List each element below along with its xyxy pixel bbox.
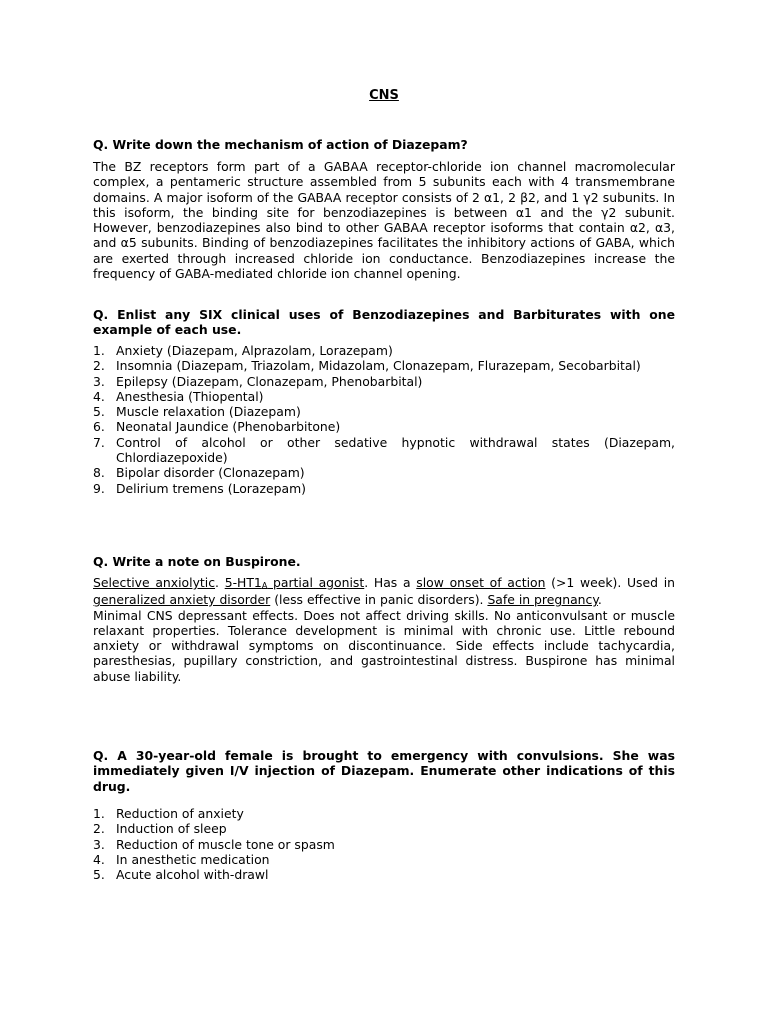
list-item [93,435,675,466]
list-text: Epilepsy (Diazepam, Clonazepam, Phenobarbital) [116,373,423,389]
list-item [93,358,675,373]
list-item [93,481,675,496]
selective-anxiolytic-text: Selective anxiolytic [93,575,216,590]
list-number: 5. [93,867,105,883]
list-number: 7. [93,434,105,450]
question-1: Q. Write down the mechanism of action of Diazepam? [93,137,468,152]
list-item [93,821,675,836]
list-text: Control of alcohol or other sedative hypnotic withdrawal states (Diazepam, Chlordiazepoxide) [116,434,675,466]
gad-text: generalized anxiety disorder [93,592,271,608]
buspirone-details: Minimal CNS depressant effects. Does not affect driving skills. No anticonvulsant or muscle relaxant properties. Tolerance development is minimal with chronic use. Little rebound anxiety or withdrawal symptoms on discontinuance. Side effects include tachycardia, paresthesias, pupillary constriction, and gastrointestinal distress. Buspirone has minimal abuse liability. [93,607,675,684]
question-2: Q. Enlist any SIX clinical uses of Benzodiazepines and Barbiturates with one example of each use. [93,307,675,338]
list-number: 3. [93,373,105,389]
list-item [93,419,675,434]
list-text: Reduction of anxiety [116,806,244,821]
list-text: Induction of sleep [116,821,227,837]
list-text: Acute alcohol with-drawl [116,867,269,883]
text-fragment: . [215,575,225,590]
text-fragment: . Has a [364,575,417,590]
page-title: CNS [369,88,399,103]
list-number: 1. [93,806,105,821]
list-item [93,465,675,480]
list-text: Insomnia (Diazepam, Triazolam, Midazolam, Clonazepam, Flurazepam, Secobarbital) [116,358,641,374]
list-item [93,343,675,358]
list-item [93,867,675,882]
list-number: 2. [93,821,105,837]
text-fragment: . [597,592,602,608]
list-text: Bipolar disorder (Clonazepam) [116,465,305,481]
clinical-uses-list [93,343,675,496]
indications-list [93,806,675,882]
question-3: Q. Write a note on Buspirone. [93,554,301,569]
list-text: Anxiety (Diazepam, Alprazolam, Lorazepam) [116,343,393,358]
text-fragment: partial agonist [267,575,365,590]
slow-onset-text: slow onset of action [416,575,546,590]
list-item [93,852,675,867]
question-4: Q. A 30-year-old female is brought to emergency with convulsions. She was immediately given I/V injection of Diazepam. Enumerate other indications of this drug. [93,748,675,794]
answer-3 [93,575,675,684]
list-number: 4. [93,851,105,867]
text-fragment: (less effective in panic disorders). [270,592,488,608]
list-number: 3. [93,836,105,852]
text-fragment: (>1 week). Used in [545,575,676,590]
answer-1: The BZ receptors form part of a GABAA receptor-chloride ion channel macromolecular complex, a pentameric structure assembled from 5 subunits each with 4 transmembrane domains. A major isoform of the GABAA receptor consists of 2 α1, 2 β2, and 1 γ2 subunits. In this isoform, the binding site for benzodiazepines is between α1 and the γ2 subunit. However, benzodiazepines also bind to other GABAA receptor isoforms that contain α2, α3, and α5 subunits. Binding of benzodiazepines facilitates the inhibitory actions of GABA, which are exerted through increased chloride ion conductance. Benzodiazepines increase the frequency of GABA-mediated chloride ion channel opening. [93,159,675,282]
text-fragment: 5-HT1 [224,575,262,590]
list-item [93,389,675,404]
list-number: 8. [93,465,105,481]
subscript-a: A [261,581,268,590]
list-text: Reduction of muscle tone or spasm [116,836,335,852]
safe-pregnancy-text: Safe in pregnancy [487,592,598,608]
list-number: 6. [93,419,105,435]
list-text: Neonatal Jaundice (Phenobarbitone) [116,419,341,435]
list-item [93,374,675,389]
list-number: 4. [93,388,105,404]
list-number: 9. [93,480,105,496]
list-number: 2. [93,358,105,374]
list-item [93,404,675,419]
receptor-text [225,575,365,590]
list-number: 5. [93,404,105,420]
list-text: In anesthetic medication [116,851,270,867]
list-item [93,806,675,821]
list-text: Muscle relaxation (Diazepam) [116,404,301,420]
list-item [93,837,675,852]
list-text: Anesthesia (Thiopental) [116,388,264,404]
list-text: Delirium tremens (Lorazepam) [116,480,306,496]
list-number: 1. [93,343,105,358]
